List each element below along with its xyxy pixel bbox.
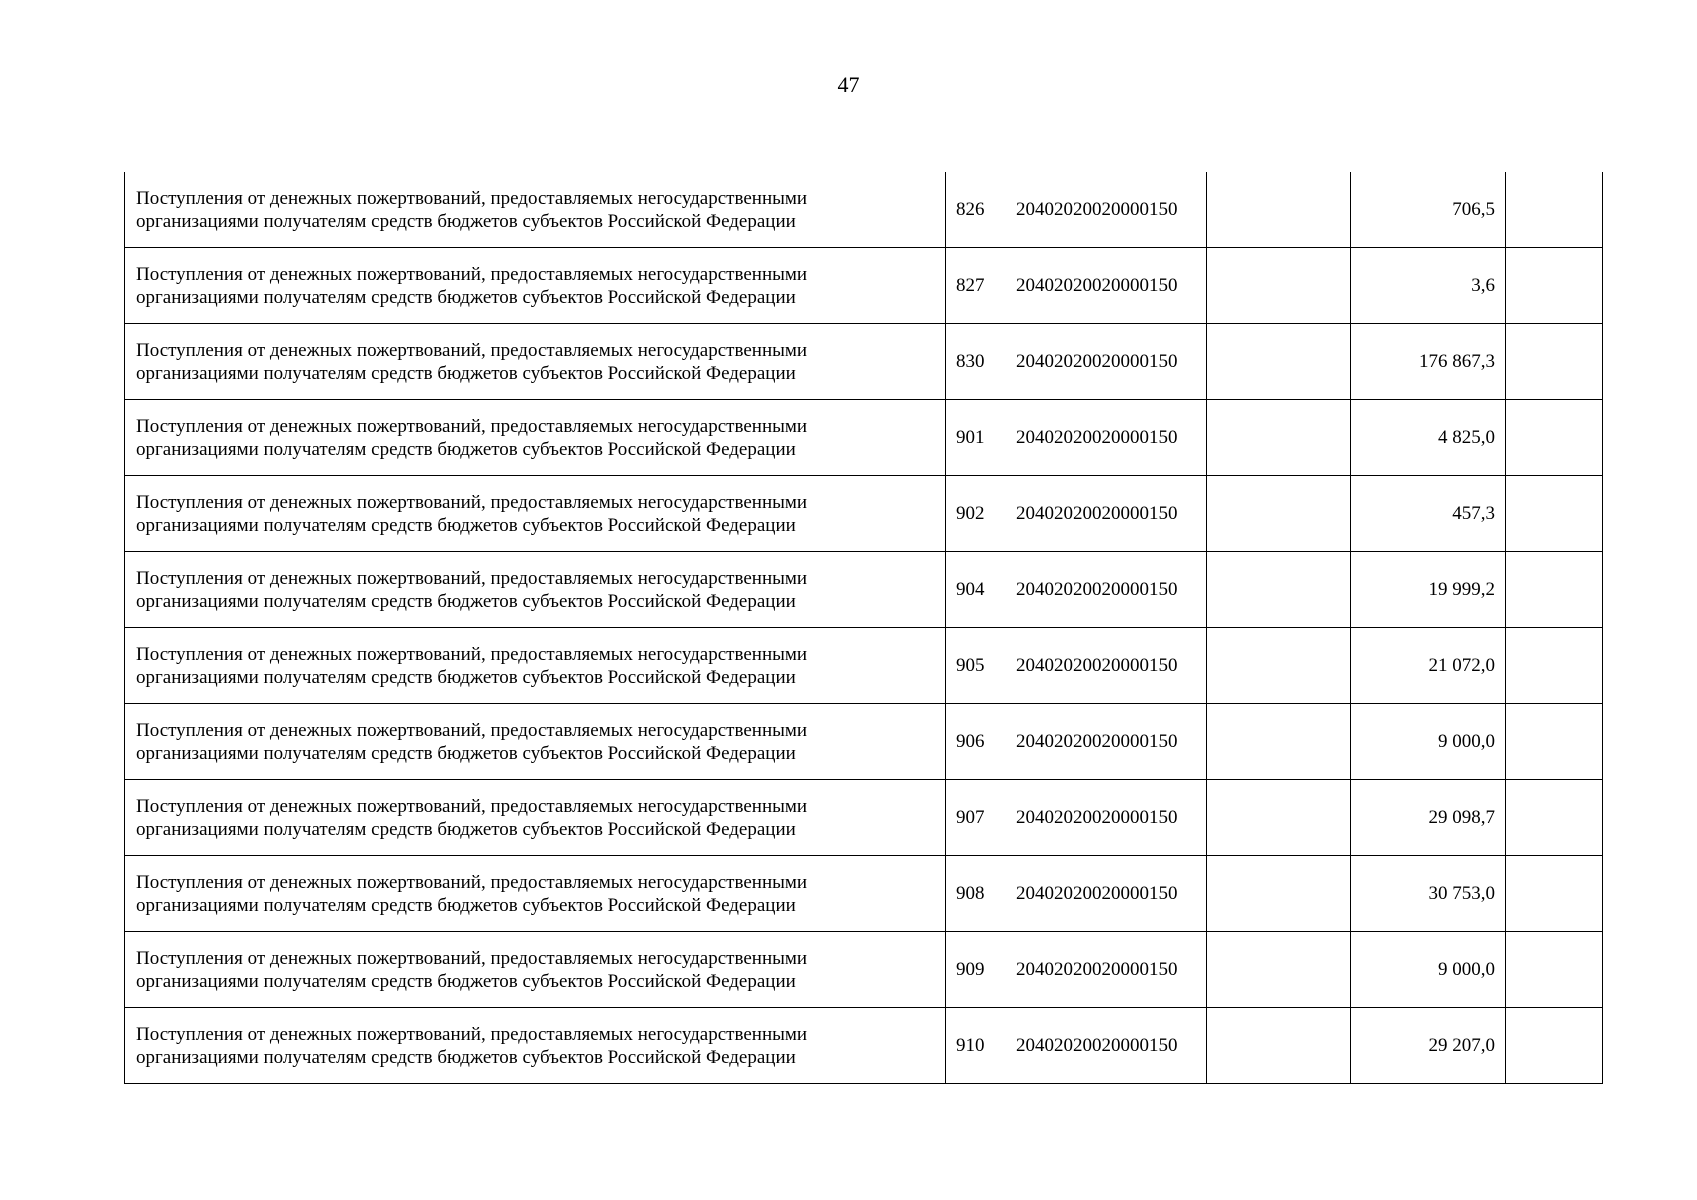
empty-cell xyxy=(1506,552,1603,628)
revenue-name-cell xyxy=(125,780,946,856)
admin-code: 908 xyxy=(956,883,985,904)
empty-cell xyxy=(1207,856,1351,932)
admin-code: 905 xyxy=(956,655,985,676)
revenue-name-line: организациями получателям средств бюджетов субъектов Российской Федерации xyxy=(136,742,796,764)
empty-cell xyxy=(1506,324,1603,400)
revenue-name-line: Поступления от денежных пожертвований, предоставляемых негосударственными xyxy=(136,263,808,285)
empty-cell xyxy=(1207,628,1351,704)
revenue-name-cell xyxy=(125,628,946,704)
classification-code-cell xyxy=(946,856,1207,932)
table-row xyxy=(125,476,1603,552)
table-row xyxy=(125,172,1603,248)
amount-cell: 29 207,0 xyxy=(1351,1008,1506,1084)
empty-cell xyxy=(1506,476,1603,552)
empty-cell xyxy=(1506,856,1603,932)
revenue-name-cell xyxy=(125,552,946,628)
empty-cell xyxy=(1506,704,1603,780)
revenue-name-cell xyxy=(125,704,946,780)
empty-cell xyxy=(1207,704,1351,780)
revenue-name-line: организациями получателям средств бюджетов субъектов Российской Федерации xyxy=(136,666,796,688)
empty-cell xyxy=(1207,172,1351,248)
empty-cell xyxy=(1506,932,1603,1008)
table-row xyxy=(125,248,1603,324)
revenue-name-cell xyxy=(125,400,946,476)
revenue-code: 20402020020000150 xyxy=(1016,275,1178,296)
amount-cell: 457,3 xyxy=(1351,476,1506,552)
table-row xyxy=(125,552,1603,628)
empty-cell xyxy=(1207,324,1351,400)
empty-cell xyxy=(1506,780,1603,856)
revenue-name-line: организациями получателям средств бюджетов субъектов Российской Федерации xyxy=(136,210,796,232)
revenue-code: 20402020020000150 xyxy=(1016,731,1178,752)
classification-code-cell xyxy=(946,628,1207,704)
table-row xyxy=(125,704,1603,780)
revenue-name-cell xyxy=(125,248,946,324)
empty-cell xyxy=(1207,476,1351,552)
revenue-name-cell xyxy=(125,932,946,1008)
revenue-table-body xyxy=(125,172,1603,1084)
revenue-name-line: Поступления от денежных пожертвований, предоставляемых негосударственными xyxy=(136,947,808,969)
revenue-code: 20402020020000150 xyxy=(1016,579,1178,600)
amount-cell: 706,5 xyxy=(1351,172,1506,248)
empty-cell xyxy=(1207,248,1351,324)
revenue-name-line: организациями получателям средств бюджетов субъектов Российской Федерации xyxy=(136,894,796,916)
revenue-code: 20402020020000150 xyxy=(1016,199,1178,220)
amount-cell: 3,6 xyxy=(1351,248,1506,324)
classification-code-cell xyxy=(946,248,1207,324)
revenue-code: 20402020020000150 xyxy=(1016,807,1178,828)
admin-code: 827 xyxy=(956,275,985,296)
revenue-name-line: Поступления от денежных пожертвований, предоставляемых негосударственными xyxy=(136,719,808,741)
admin-code: 906 xyxy=(956,731,985,752)
admin-code: 909 xyxy=(956,959,985,980)
revenue-name-line: Поступления от денежных пожертвований, предоставляемых негосударственными xyxy=(136,795,808,817)
classification-code-cell xyxy=(946,172,1207,248)
classification-code-cell xyxy=(946,780,1207,856)
admin-code: 907 xyxy=(956,807,985,828)
revenue-name-line: Поступления от денежных пожертвований, предоставляемых негосударственными xyxy=(136,339,808,361)
empty-cell xyxy=(1207,932,1351,1008)
table-row xyxy=(125,324,1603,400)
revenue-code: 20402020020000150 xyxy=(1016,1035,1178,1056)
revenue-code: 20402020020000150 xyxy=(1016,351,1178,372)
amount-cell: 9 000,0 xyxy=(1351,932,1506,1008)
table-row xyxy=(125,856,1603,932)
classification-code-cell xyxy=(946,324,1207,400)
revenue-name-line: Поступления от денежных пожертвований, предоставляемых негосударственными xyxy=(136,1023,808,1045)
admin-code: 830 xyxy=(956,351,985,372)
admin-code: 826 xyxy=(956,199,985,220)
revenue-name-line: организациями получателям средств бюджетов субъектов Российской Федерации xyxy=(136,286,796,308)
amount-cell: 4 825,0 xyxy=(1351,400,1506,476)
table-row xyxy=(125,400,1603,476)
revenue-code: 20402020020000150 xyxy=(1016,655,1178,676)
classification-code-cell xyxy=(946,1008,1207,1084)
page-number: 47 xyxy=(837,72,860,97)
revenue-name-line: Поступления от денежных пожертвований, предоставляемых негосударственными xyxy=(136,567,808,589)
revenue-name-line: Поступления от денежных пожертвований, предоставляемых негосударственными xyxy=(136,415,808,437)
classification-code-cell xyxy=(946,476,1207,552)
amount-cell: 21 072,0 xyxy=(1351,628,1506,704)
revenue-name-line: организациями получателям средств бюджетов субъектов Российской Федерации xyxy=(136,362,796,384)
table-row xyxy=(125,780,1603,856)
revenue-name-cell xyxy=(125,1008,946,1084)
classification-code-cell xyxy=(946,400,1207,476)
amount-cell: 30 753,0 xyxy=(1351,856,1506,932)
amount-cell: 9 000,0 xyxy=(1351,704,1506,780)
classification-code-cell xyxy=(946,932,1207,1008)
admin-code: 904 xyxy=(956,579,985,600)
empty-cell xyxy=(1207,780,1351,856)
amount-cell: 176 867,3 xyxy=(1351,324,1506,400)
admin-code: 910 xyxy=(956,1035,985,1056)
empty-cell xyxy=(1506,1008,1603,1084)
revenue-code: 20402020020000150 xyxy=(1016,427,1178,448)
revenue-code: 20402020020000150 xyxy=(1016,883,1178,904)
classification-code-cell xyxy=(946,704,1207,780)
revenue-name-line: организациями получателям средств бюджетов субъектов Российской Федерации xyxy=(136,514,796,536)
revenue-code: 20402020020000150 xyxy=(1016,503,1178,524)
admin-code: 901 xyxy=(956,427,985,448)
revenue-name-line: Поступления от денежных пожертвований, предоставляемых негосударственными xyxy=(136,643,808,665)
empty-cell xyxy=(1506,628,1603,704)
revenue-name-line: организациями получателям средств бюджетов субъектов Российской Федерации xyxy=(136,438,796,460)
empty-cell xyxy=(1207,400,1351,476)
revenue-table xyxy=(124,172,1603,1084)
empty-cell xyxy=(1207,552,1351,628)
table-row xyxy=(125,628,1603,704)
table-row xyxy=(125,932,1603,1008)
revenue-name-cell xyxy=(125,172,946,248)
revenue-name-line: организациями получателям средств бюджетов субъектов Российской Федерации xyxy=(136,590,796,612)
empty-cell xyxy=(1506,400,1603,476)
revenue-name-line: организациями получателям средств бюджетов субъектов Российской Федерации xyxy=(136,818,796,840)
amount-cell: 29 098,7 xyxy=(1351,780,1506,856)
empty-cell xyxy=(1506,248,1603,324)
revenue-name-line: Поступления от денежных пожертвований, предоставляемых негосударственными xyxy=(136,187,808,209)
revenue-name-line: организациями получателям средств бюджетов субъектов Российской Федерации xyxy=(136,1046,796,1068)
empty-cell xyxy=(1207,1008,1351,1084)
revenue-code: 20402020020000150 xyxy=(1016,959,1178,980)
classification-code-cell xyxy=(946,552,1207,628)
admin-code: 902 xyxy=(956,503,985,524)
revenue-name-cell xyxy=(125,476,946,552)
revenue-name-cell xyxy=(125,324,946,400)
table-row xyxy=(125,1008,1603,1084)
revenue-name-line: Поступления от денежных пожертвований, предоставляемых негосударственными xyxy=(136,491,808,513)
revenue-name-cell xyxy=(125,856,946,932)
revenue-name-line: Поступления от денежных пожертвований, предоставляемых негосударственными xyxy=(136,871,808,893)
empty-cell xyxy=(1506,172,1603,248)
revenue-name-line: организациями получателям средств бюджетов субъектов Российской Федерации xyxy=(136,970,796,992)
amount-cell: 19 999,2 xyxy=(1351,552,1506,628)
